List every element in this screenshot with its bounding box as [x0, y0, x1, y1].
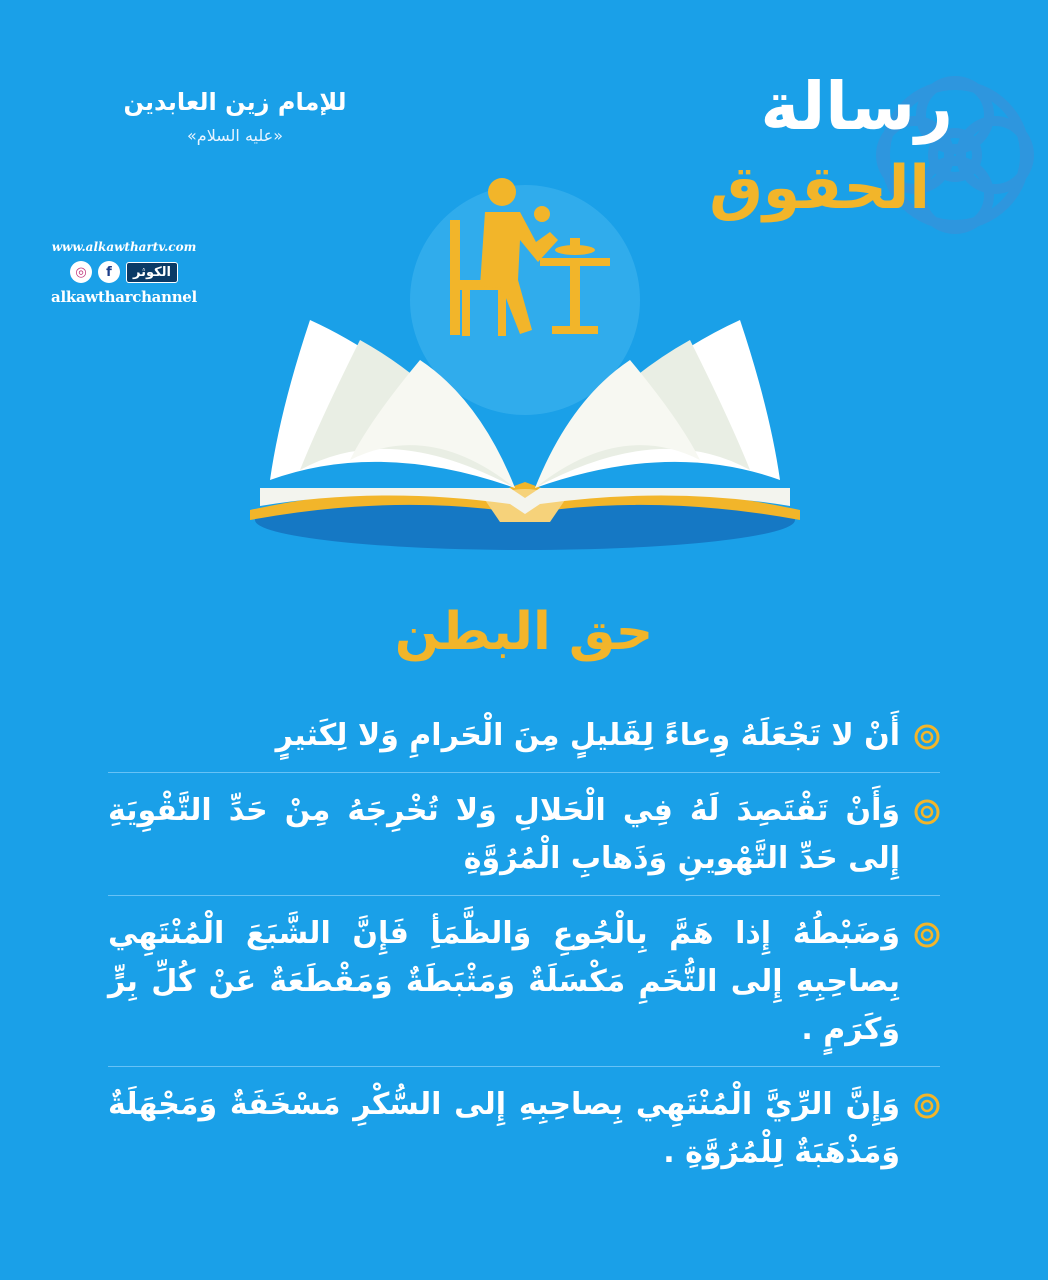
bullet-ornament-icon — [914, 724, 940, 750]
channel-url[interactable]: www.alkawthartv.com — [51, 240, 197, 254]
bullet-ornament-icon — [914, 799, 940, 825]
list-item — [108, 1081, 940, 1177]
point-text: أَنْ لا تَجْعَلَهُ وِعاءً لِقَليلٍ مِنَ الْحَرامِ وَلا لِكَثيرٍ — [275, 718, 900, 753]
bullet-ornament-icon — [914, 1093, 940, 1119]
series-title-line1: رسالة — [760, 68, 953, 145]
points-list — [108, 712, 940, 1177]
point-text: وَإِنَّ الرِّيَّ الْمُنْتَهِي بِصاحِبِهِ إِلى السُّكْرِ مَسْخَفَةٌ وَمَجْهَلَةٌ وَمَذْهَبَةٌ لِلْمُرُوَّةِ . — [108, 1087, 900, 1170]
point-text: وَضَبْطُهُ إِذا هَمَّ بِالْجُوعِ وَالظَّمَأِ فَإِنَّ الشَّبَعَ الْمُنْتَهِي بِصاحِبِهِ إِلى التُّخَمِ مَكْسَلَةٌ وَمَثْبَطَةٌ وَمَقْطَعَةٌ عَنْ كُلِّ بِرٍّ وَكَرَمٍ . — [108, 916, 900, 1047]
channel-handle: alkawtharchannel — [51, 288, 197, 306]
list-item — [108, 712, 940, 760]
divider — [108, 895, 940, 896]
page-title: حق البطن — [394, 602, 654, 662]
book-illustration-icon — [240, 170, 810, 560]
series-title-line2: الحقوق — [709, 153, 930, 223]
facebook-icon[interactable]: f — [98, 261, 120, 283]
bullet-ornament-icon — [914, 922, 940, 948]
divider — [108, 1066, 940, 1067]
author-honorific: «عليه السلام» — [187, 126, 283, 145]
channel-icons — [46, 259, 202, 285]
point-text: وَأَنْ تَقْتَصِدَ لَهُ فِي الْحَلالِ وَلا تُخْرِجَهُ مِنْ حَدِّ التَّقْوِيَةِ إِلى حَدِّ التَّهْوينِ وَذَهابِ الْمُرُوَّةِ — [108, 793, 900, 876]
list-item — [108, 787, 940, 883]
list-item — [108, 910, 940, 1054]
divider — [108, 772, 940, 773]
instagram-icon[interactable]: ◎ — [70, 261, 92, 283]
channel-logo: الكوثر — [126, 262, 178, 283]
channel-badge — [46, 240, 202, 306]
author-name: للإمام زين العابدين — [123, 88, 347, 116]
